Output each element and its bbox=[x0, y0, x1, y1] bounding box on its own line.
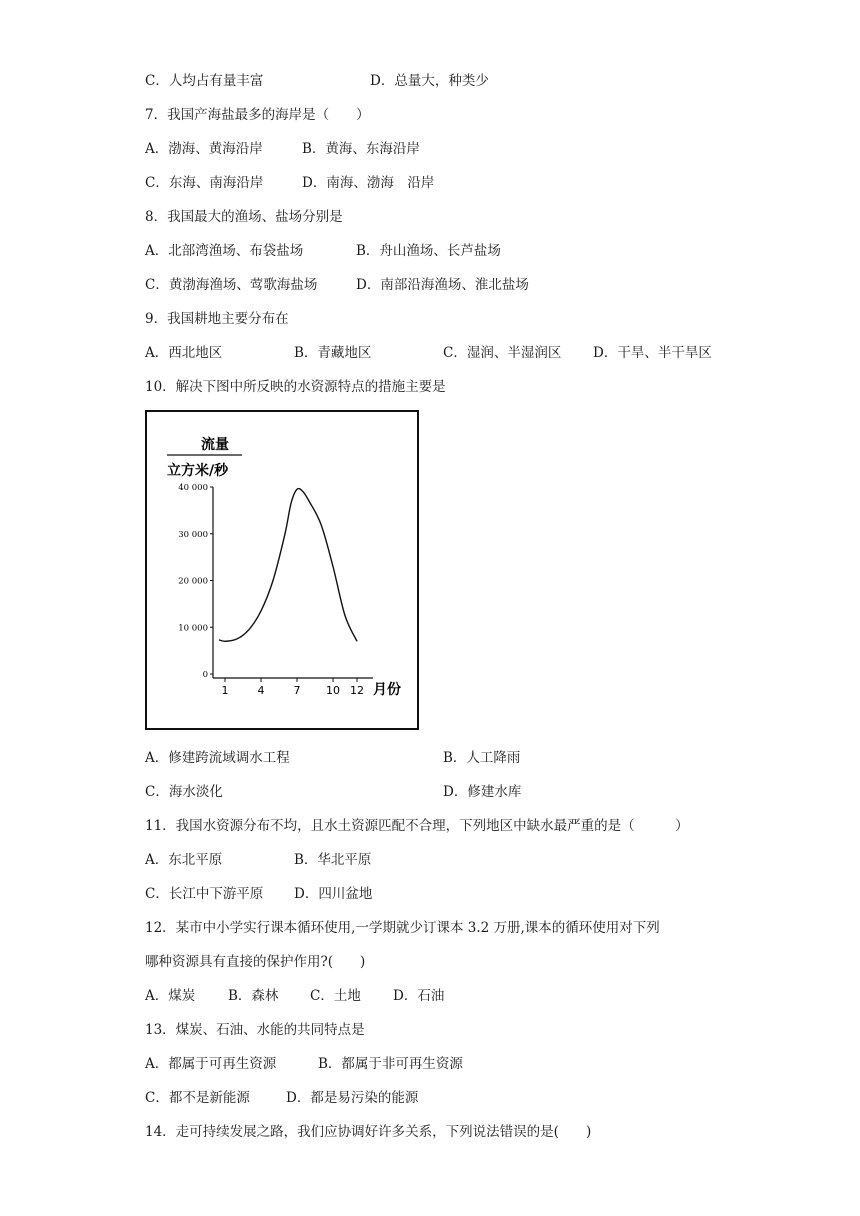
q13-stem: 13．煤炭、石油、水能的共同特点是 bbox=[145, 1022, 365, 1038]
q9-stem: 9．我国耕地主要分布在 bbox=[145, 311, 289, 327]
q7-stem: 7．我国产海盐最多的海岸是（ ） bbox=[145, 107, 370, 123]
q12-option-a: A．煤炭 bbox=[145, 988, 196, 1004]
q11-option-b: B．华北平原 bbox=[294, 852, 372, 868]
x-tick-label: 4 bbox=[257, 684, 265, 697]
q13-option-c: C．都不是新能源 bbox=[145, 1090, 250, 1106]
q10-stem: 10．解决下图中所反映的水资源特点的措施主要是 bbox=[145, 379, 446, 395]
y-tick-label: 30 000 bbox=[178, 529, 208, 540]
y-unit-top-label: 流量 bbox=[201, 437, 229, 453]
q13-option-a: A．都属于可再生资源 bbox=[145, 1056, 277, 1072]
q8-stem: 8．我国最大的渔场、盐场分别是 bbox=[145, 209, 343, 225]
q9-option-b: B．青藏地区 bbox=[294, 345, 372, 361]
q7-option-c: C．东海、南海沿岸 bbox=[145, 175, 264, 191]
q13-option-d: D．都是易污染的能源 bbox=[286, 1090, 419, 1106]
x-tick-label: 12 bbox=[350, 684, 364, 697]
q8-option-d: D．南部沿海渔场、淮北盐场 bbox=[356, 277, 529, 293]
q9-option-d: D．干旱、半干旱区 bbox=[593, 345, 712, 361]
y-tick-label: 20 000 bbox=[178, 576, 208, 587]
q7-option-a: A．渤海、黄海沿岸 bbox=[145, 141, 263, 157]
x-tick-label: 7 bbox=[293, 684, 301, 697]
q6-option-d: D．总量大，种类少 bbox=[370, 73, 489, 89]
x-tick-label: 10 bbox=[326, 684, 340, 697]
series-line-flow bbox=[219, 489, 357, 642]
x-unit-label: 月份 bbox=[373, 682, 401, 698]
y-unit-bottom-label: 立方米/秒 bbox=[167, 463, 229, 479]
x-tick-label: 1 bbox=[221, 684, 229, 697]
q12-option-d: D．石油 bbox=[393, 988, 445, 1004]
q8-option-a: A．北部湾渔场、布袋盐场 bbox=[145, 243, 304, 259]
q12-stem-line2: 哪种资源具有直接的保护作用?( ) bbox=[145, 954, 366, 970]
y-tick-label: 10 000 bbox=[178, 623, 208, 634]
q13-option-b: B．都属于非可再生资源 bbox=[318, 1056, 463, 1072]
q11-option-a: A．东北平原 bbox=[145, 852, 223, 868]
q9-option-c: C．湿润、半湿润区 bbox=[443, 345, 562, 361]
q9-option-a: A．西北地区 bbox=[145, 345, 223, 361]
q7-option-d: D．南海、渤海 沿岸 bbox=[302, 175, 435, 191]
q12-option-b: B．森林 bbox=[228, 988, 279, 1004]
q10-option-a: A．修建跨流域调水工程 bbox=[145, 750, 290, 766]
q11-option-c: C．长江中下游平原 bbox=[145, 886, 264, 902]
q7-option-b: B．黄海、东海沿岸 bbox=[302, 141, 420, 157]
q11-option-d: D．四川盆地 bbox=[294, 886, 373, 902]
q10-option-c: C．海水淡化 bbox=[145, 784, 223, 800]
q10-option-d: D．修建水库 bbox=[443, 784, 522, 800]
q10-option-b: B．人工降雨 bbox=[443, 750, 521, 766]
q12-option-c: C．土地 bbox=[310, 988, 361, 1004]
q8-option-b: B．舟山渔场、长芦盐场 bbox=[356, 243, 501, 259]
flow-chart-frame bbox=[145, 410, 419, 730]
q14-stem: 14．走可持续发展之路，我们应协调好许多关系，下列说法错误的是( ) bbox=[145, 1124, 592, 1140]
q11-stem: 11．我国水资源分布不均，且水土资源匹配不合理，下列地区中缺水最严重的是（ ） bbox=[145, 818, 689, 834]
q8-option-c: C．黄渤海渔场、莺歌海盐场 bbox=[145, 277, 318, 293]
q6-option-c: C．人均占有量丰富 bbox=[145, 73, 264, 89]
y-tick-label: 40 000 bbox=[178, 483, 208, 493]
q12-stem-line1: 12．某市中小学实行课本循环使用,一学期就少订课本 3.2 万册,课本的循环使用对下列 bbox=[145, 920, 660, 936]
y-tick-label: 0 bbox=[202, 670, 208, 680]
flow-chart bbox=[147, 412, 417, 728]
